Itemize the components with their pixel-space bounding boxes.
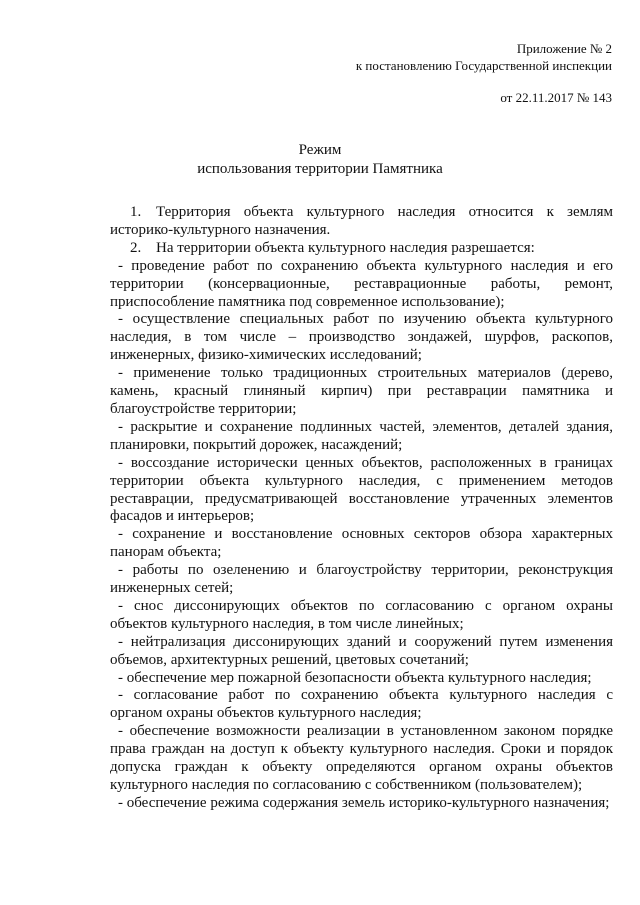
paragraph-number: 2. bbox=[130, 239, 142, 256]
paragraph bbox=[110, 240, 613, 258]
appendix-decree: к постановлению Государственной инспекции bbox=[355, 58, 612, 73]
paragraph-text: - согласование работ по сохранению объекта культурного наследия с органом охраны объектов культурного наследия; bbox=[110, 687, 613, 722]
paragraph bbox=[110, 419, 613, 455]
document-title bbox=[0, 141, 640, 179]
paragraph-text: На территории объекта культурного наследия разрешается: bbox=[156, 239, 535, 256]
decree-date-number: от 22.11.2017 № 143 bbox=[500, 90, 612, 105]
paragraph-number: 1. bbox=[130, 204, 142, 220]
appendix-header bbox=[356, 40, 612, 74]
paragraph-text: - обеспечение возможности реализации в установленном законом порядке права граждан на доступ к объекту культурного наследия. Сроки и порядок допуска граждан к объекту определяются органом охраны объектов культурного наследия по согласованию с собственником (пользователем); bbox=[110, 723, 613, 793]
paragraph bbox=[110, 598, 613, 634]
paragraph bbox=[110, 634, 613, 670]
paragraph-text: - снос диссонирующих объектов по согласованию с органом охраны объектов культурного наследия, в том числе линейных; bbox=[110, 597, 613, 632]
paragraph bbox=[110, 670, 613, 688]
title-line-2: использования территории Памятника bbox=[197, 161, 443, 177]
paragraph bbox=[110, 204, 613, 240]
appendix-number: Приложение № 2 bbox=[516, 41, 612, 56]
paragraph bbox=[110, 258, 613, 312]
paragraph bbox=[110, 365, 613, 419]
title-line-1: Режим bbox=[298, 142, 342, 158]
paragraph bbox=[110, 455, 613, 527]
paragraph-text: - сохранение и восстановление основных секторов обзора характерных панорам объекта; bbox=[110, 526, 613, 561]
paragraph bbox=[110, 526, 613, 562]
paragraph-text: - воссоздание исторически ценных объектов, расположенных в границах территории объекта культурного наследия, с применением методов реставрации, предусматривающей восстановление утраченных элементов фасадов и интерьеров; bbox=[110, 454, 613, 525]
paragraph-text: - проведение работ по сохранению объекта культурного наследия и его территории (консервационные, реставрационные работы, ремонт, приспособление памятника под современное использование); bbox=[110, 257, 613, 310]
paragraph-text: - обеспечение режима содержания земель историко-культурного назначения; bbox=[118, 794, 610, 811]
paragraph-text: - раскрытие и сохранение подлинных частей, элементов, деталей здания, планировки, покрытий дорожек, насаждений; bbox=[110, 418, 613, 453]
paragraph bbox=[110, 311, 613, 365]
paragraph bbox=[110, 795, 613, 813]
document-body bbox=[110, 204, 613, 813]
paragraph bbox=[110, 723, 613, 795]
paragraph-text: Территория объекта культурного наследия относится к землям историко-культурного назначения. bbox=[110, 204, 613, 238]
paragraph-text: - нейтрализация диссонирующих зданий и сооружений путем изменения объемов, архитектурных решений, цветовых сочетаний; bbox=[110, 633, 613, 668]
paragraph-text: - работы по озеленению и благоустройству территории, реконструкция инженерных сетей; bbox=[110, 562, 613, 597]
paragraph bbox=[110, 562, 613, 598]
paragraph-text: - применение только традиционных строительных материалов (дерево, камень, красный глиняный кирпич) при реставрации памятника и благоустройстве территории; bbox=[110, 365, 613, 417]
paragraph-text: - обеспечение мер пожарной безопасности объекта культурного наследия; bbox=[118, 669, 592, 686]
paragraph-text: - осуществление специальных работ по изучению объекта культурного наследия, в том числе – производство зондажей, шурфов, раскопов, инженерных, физико-химических исследований; bbox=[110, 311, 613, 364]
paragraph bbox=[110, 687, 613, 723]
